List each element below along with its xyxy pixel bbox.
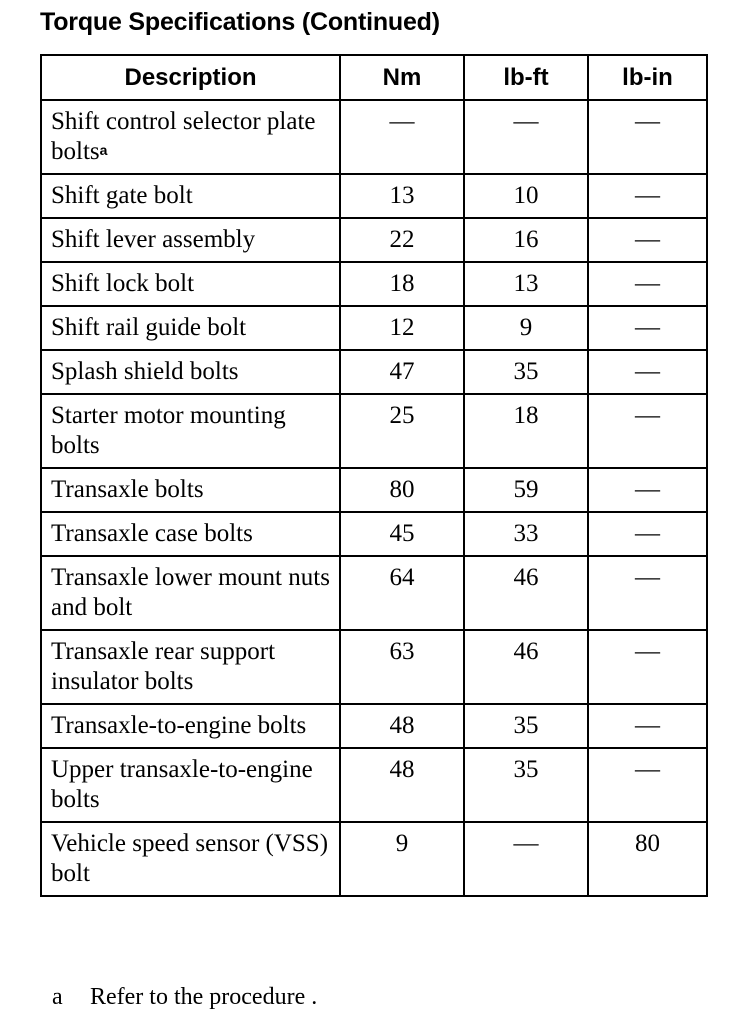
lbft-cell: 10	[464, 174, 588, 218]
table-row	[41, 704, 707, 748]
nm-cell: 45	[340, 512, 464, 556]
lbin-cell: —	[588, 218, 707, 262]
lbft-cell: 46	[464, 630, 588, 704]
table-row	[41, 218, 707, 262]
lbin-cell: —	[588, 704, 707, 748]
footnote	[52, 984, 317, 1011]
nm-cell: 48	[340, 704, 464, 748]
lbft-cell: —	[464, 100, 588, 174]
lbin-cell: —	[588, 306, 707, 350]
description-cell	[41, 350, 340, 394]
lbft-cell: 59	[464, 468, 588, 512]
column-header-lbft: lb-ft	[464, 55, 588, 100]
column-header-description: Description	[41, 55, 340, 100]
description-text: Shift control selector plate bolts	[51, 108, 316, 165]
lbft-cell: —	[464, 822, 588, 896]
lbft-cell: 35	[464, 350, 588, 394]
table-row	[41, 630, 707, 704]
description-cell	[41, 630, 340, 704]
description-text: Shift gate bolt	[51, 182, 193, 209]
lbin-cell: —	[588, 748, 707, 822]
lbin-cell: —	[588, 556, 707, 630]
lbft-cell: 35	[464, 704, 588, 748]
lbin-cell: —	[588, 262, 707, 306]
description-text: Starter motor mounting bolts	[51, 402, 286, 459]
footnote-reference: a	[99, 142, 108, 158]
description-text: Shift lock bolt	[51, 270, 195, 297]
page-title: Torque Specifications (Continued)	[40, 8, 440, 36]
table-row	[41, 350, 707, 394]
table-row	[41, 512, 707, 556]
table-row	[41, 556, 707, 630]
table-row	[41, 394, 707, 468]
table-row	[41, 100, 707, 174]
description-text: Transaxle rear support insulator bolts	[51, 638, 276, 695]
description-cell	[41, 556, 340, 630]
description-text: Transaxle case bolts	[51, 520, 253, 547]
description-cell	[41, 394, 340, 468]
footnote-marker: a	[52, 984, 63, 1010]
lbin-cell: 80	[588, 822, 707, 896]
nm-cell: 12	[340, 306, 464, 350]
description-cell	[41, 748, 340, 822]
nm-cell: 13	[340, 174, 464, 218]
nm-cell: 80	[340, 468, 464, 512]
table-row	[41, 748, 707, 822]
nm-cell: —	[340, 100, 464, 174]
nm-cell: 9	[340, 822, 464, 896]
nm-cell: 18	[340, 262, 464, 306]
table-row	[41, 174, 707, 218]
description-cell	[41, 822, 340, 896]
lbft-cell: 16	[464, 218, 588, 262]
column-header-nm: Nm	[340, 55, 464, 100]
lbft-cell: 33	[464, 512, 588, 556]
description-text: Transaxle-to-engine bolts	[51, 712, 307, 739]
description-text: Shift lever assembly	[51, 226, 256, 253]
lbft-cell: 9	[464, 306, 588, 350]
description-text: Transaxle bolts	[51, 476, 204, 503]
description-text: Splash shield bolts	[51, 358, 239, 385]
table-row	[41, 306, 707, 350]
nm-cell: 47	[340, 350, 464, 394]
description-text: Transaxle lower mount nuts and bolt	[51, 564, 330, 621]
description-cell	[41, 306, 340, 350]
description-cell	[41, 262, 340, 306]
table-row	[41, 262, 707, 306]
lbin-cell: —	[588, 468, 707, 512]
description-text: Shift rail guide bolt	[51, 314, 247, 341]
description-cell	[41, 704, 340, 748]
description-cell	[41, 100, 340, 174]
lbin-cell: —	[588, 350, 707, 394]
lbft-cell: 46	[464, 556, 588, 630]
table-body	[41, 100, 707, 896]
lbft-cell: 13	[464, 262, 588, 306]
lbin-cell: —	[588, 512, 707, 556]
table-row	[41, 822, 707, 896]
lbin-cell: —	[588, 174, 707, 218]
table-header-row	[41, 55, 707, 100]
nm-cell: 25	[340, 394, 464, 468]
description-cell	[41, 218, 340, 262]
lbft-cell: 18	[464, 394, 588, 468]
nm-cell: 22	[340, 218, 464, 262]
torque-spec-table	[40, 54, 708, 897]
table-row	[41, 468, 707, 512]
description-cell	[41, 174, 340, 218]
description-text: Vehicle speed sensor (VSS) bolt	[51, 830, 329, 887]
nm-cell: 48	[340, 748, 464, 822]
lbin-cell: —	[588, 630, 707, 704]
nm-cell: 64	[340, 556, 464, 630]
column-header-lbin: lb-in	[588, 55, 707, 100]
footnote-text: Refer to the procedure .	[90, 984, 318, 1010]
description-cell	[41, 512, 340, 556]
nm-cell: 63	[340, 630, 464, 704]
lbin-cell: —	[588, 100, 707, 174]
description-cell	[41, 468, 340, 512]
description-text: Upper transaxle-to-engine bolts	[51, 756, 313, 813]
lbft-cell: 35	[464, 748, 588, 822]
lbin-cell: —	[588, 394, 707, 468]
